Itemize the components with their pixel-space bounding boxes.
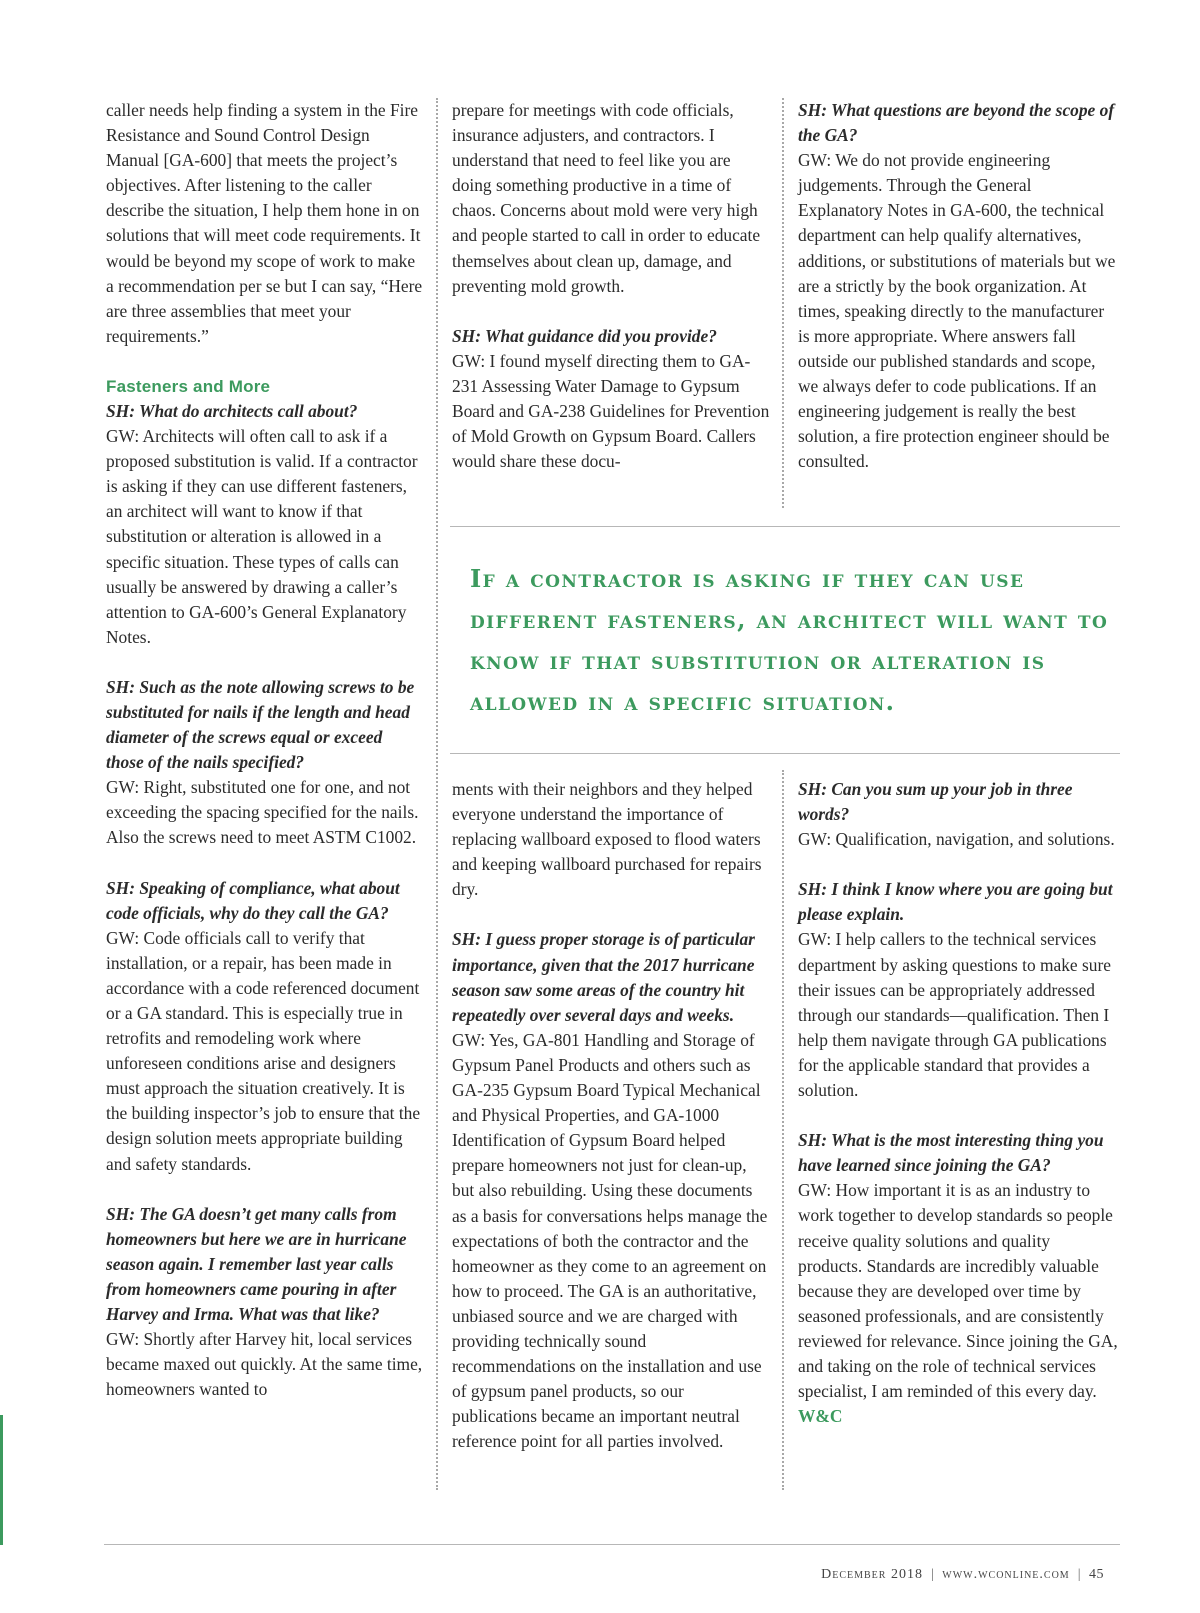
article-column-2-top [452, 98, 770, 474]
question: SH: What guidance did you provide? [452, 325, 717, 346]
answer: GW: I found myself directing them to GA-231 Assessing Water Damage to Gypsum Board and GA-238 Guidelines for Prevention of Mold Growth on Gypsum Board. Callers would share these docu- [452, 350, 770, 472]
pullquote: If a contractor is asking if they can use different fasteners, an architect will want to know if that substitution or alteration is allowed in a specific situation. [470, 564, 1109, 716]
paragraph: prepare for meetings with code officials, insurance adjusters, and contractors. I understand that need to feel like you are doing something productive in a time of chaos. Concerns about mold were very high and people started to call in order to educate themselves about clean up, damage, and preventing mold growth. [452, 100, 761, 296]
answer: GW: Code officials call to verify that installation, or a repair, has been made in accordance with a code referenced document or a GA standard. This is especially true in retrofits and remodeling work where unforeseen conditions arise and designers must approach the situation creatively. It is the building inspector’s job to ensure that the design solution meets appropriate building and safety standards. [106, 927, 421, 1174]
article-column-1 [106, 98, 424, 1402]
section-subhead: Fasteners and More [106, 376, 271, 396]
end-signoff: W&C [798, 1406, 843, 1427]
question: SH: Such as the note allowing screws to be substituted for nails if the length and head diameter of the screws equal or exceed those of the nails specified? [106, 676, 415, 773]
answer: GW: I help callers to the technical services department by asking questions to make sure their issues can be appropriately addressed through our standards—qualification. Then I help them navigate through GA publications for the applicable standard that provides a solution. [798, 929, 1111, 1101]
pullquote-bottom-rule [450, 753, 1120, 754]
question: SH: What is the most interesting thing you have learned since joining the GA? [798, 1130, 1104, 1176]
article-column-3-top [798, 98, 1118, 474]
answer: GW: Yes, GA-801 Handling and Storage of Gypsum Panel Products and others such as GA-235 Gypsum Board Typical Mechanical and Physical Properties, and GA-1000 Identification of Gypsum Board helped prepare homeowners not just for clean-up, but also rebuilding. Using these documents as a basis for conversations helps manage the expectations of both the contractor and the homeowner as they come to an agreement on how to proceed. The GA is an authoritative, unbiased source and we are charged with providing technically sound recommendations on the installation and use of gypsum panel products, so our publications became an important neutral reference point for all parties involved. [452, 1029, 768, 1452]
footer-separator: | [930, 1567, 935, 1582]
page-footer [821, 1567, 1104, 1583]
column-divider [436, 98, 438, 1490]
footer-rule [104, 1544, 1120, 1545]
footer-separator: | [1077, 1567, 1081, 1582]
question: SH: What do architects call about? [106, 400, 358, 421]
column-divider [782, 98, 784, 508]
question: SH: I guess proper storage is of particular importance, given that the 2017 hurricane season saw some areas of the country hit repeatedly over several days and weeks. [452, 929, 755, 1025]
issue-date: December 2018 [821, 1567, 923, 1582]
answer: GW: Architects will often call to ask if a proposed substitution is valid. If a contractor is asking if they can use different fasteners, an architect will want to know if that substitution or alteration is allowed in a specific situation. These types of calls can usually be answered by drawing a caller’s attention to GA-600’s General Explanatory Notes. [106, 426, 418, 647]
question: SH: What questions are beyond the scope of the GA? [798, 100, 1115, 146]
article-column-2-bottom [452, 777, 770, 1454]
paragraph: ments with their neighbors and they helped everyone understand the importance of replacing wallboard exposed to flood waters and keeping wallboard purchased for repairs dry. [452, 779, 762, 900]
question: SH: I think I know where you are going but please explain. [798, 879, 1113, 925]
pullquote-top-rule [450, 526, 1120, 527]
answer: GW: Qualification, navigation, and solutions. [798, 829, 1115, 850]
answer: GW: Shortly after Harvey hit, local services became maxed out quickly. At the same time, homeowners wanted to [106, 1329, 423, 1400]
page-number: 45 [1089, 1567, 1104, 1582]
paragraph: caller needs help finding a system in the Fire Resistance and Sound Control Design Manual [GA-600] that meets the project’s objectives. After listening to the caller describe the situation, I help them hone in on solutions that will meet code requirements. It would be beyond my scope of work to make a recommendation per se but I can say, “Here are three assemblies that meet your requirements.” [106, 100, 423, 346]
website-link[interactable]: www.wconline.com [942, 1567, 1070, 1582]
question: SH: Speaking of compliance, what about code officials, why do they call the GA? [106, 877, 400, 923]
answer-text: GW: How important it is as an industry to work together to develop standards so people receive quality solutions and quality products. Standards are incredibly valuable because they are developed over time by seasoned professionals, and are consistently reviewed for relevance. Since joining the GA, and taking on the role of technical services specialist, I am reminded of this every day. [798, 1180, 1118, 1402]
question: SH: Can you sum up your job in three words? [798, 779, 1073, 825]
answer: GW: We do not provide engineering judgements. Through the General Explanatory Notes in GA-600, the technical department can help qualify alternatives, additions, or substitutions of materials but we are a strictly by the book organization. At times, speaking directly to the manufacturer is more appropriate. Where answers fall outside our published standards and scope, we always defer to code publications. If an engineering judgement is really the best solution, a fire protection engineer should be consulted. [798, 150, 1116, 472]
answer [798, 1178, 1118, 1429]
edge-accent-bar [0, 1415, 3, 1545]
article-column-3-bottom [798, 777, 1118, 1429]
column-divider [782, 770, 784, 1490]
answer: GW: Right, substituted one for one, and not exceeding the spacing specified for the nails. Also the screws need to meet ASTM C1002. [106, 777, 419, 848]
question: SH: The GA doesn’t get many calls from homeowners but here we are in hurricane season again. I remember last year calls from homeowners came pouring in after Harvey and Irma. What was that like? [106, 1203, 407, 1325]
